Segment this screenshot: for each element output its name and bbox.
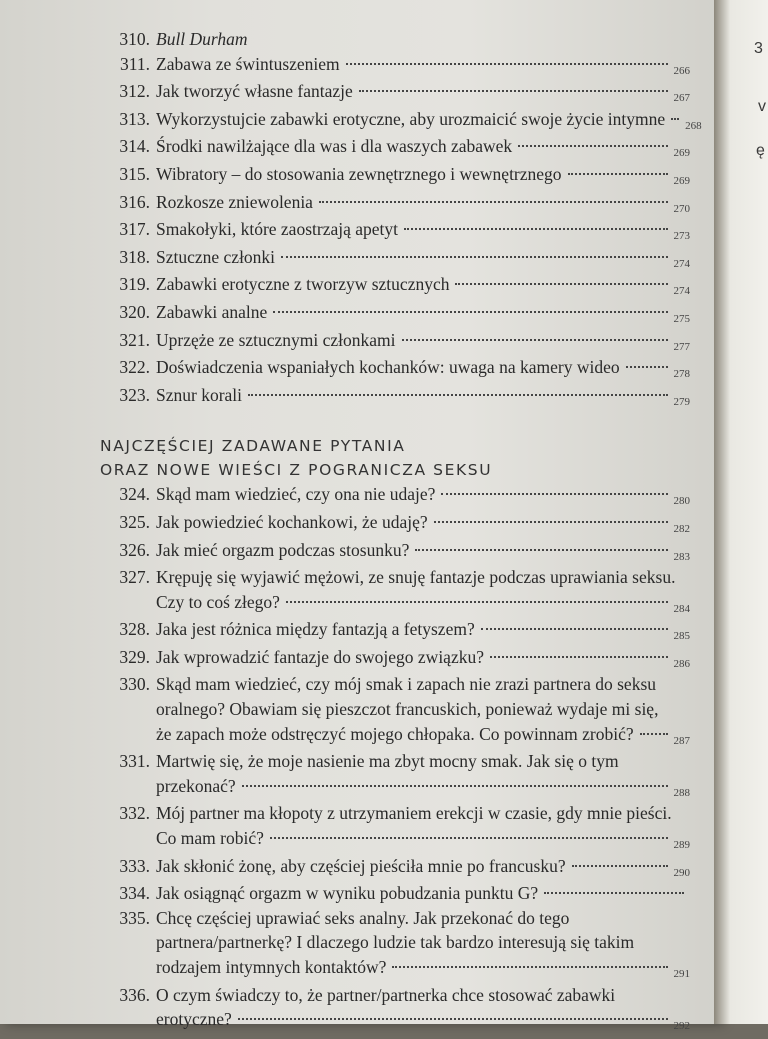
toc-entry xyxy=(100,162,690,190)
entry-number: 334. xyxy=(119,883,150,904)
entry-title-line xyxy=(156,801,690,826)
entry-title-line xyxy=(156,134,690,162)
entry-title-line xyxy=(156,774,690,802)
page-number: 269 xyxy=(673,174,690,187)
entry-title xyxy=(156,190,690,218)
entry-number: 325. xyxy=(119,511,150,532)
dot-leader xyxy=(490,656,668,658)
page-number: 288 xyxy=(673,786,690,799)
dot-leader xyxy=(518,145,667,147)
side-page-glyph: ę xyxy=(756,142,765,159)
entry-title-text: Mój partner ma kłopoty z utrzymaniem erekcji w czasie, gdy mnie pieści. xyxy=(156,803,672,824)
toc-entry xyxy=(100,617,690,645)
entry-title-line xyxy=(156,510,690,538)
entry-title-line xyxy=(156,162,690,190)
entry-title-line xyxy=(156,697,690,722)
dot-leader xyxy=(640,733,668,735)
entry-title xyxy=(156,801,690,853)
entry-number: 316. xyxy=(119,191,150,212)
entry-title-text: partnera/partnerkę? I dlaczego ludzie tak bardzo interesują się takim xyxy=(156,932,635,953)
entry-title xyxy=(156,672,690,749)
entry-number: 321. xyxy=(119,329,150,350)
entry-title-line xyxy=(156,52,690,80)
dot-leader xyxy=(248,394,667,396)
entry-title-text: Smakołyki, które zaostrzają apetyt xyxy=(156,219,399,240)
entry-title-text: Co mam robić? xyxy=(156,828,264,849)
toc-entry xyxy=(100,538,690,566)
dot-leader xyxy=(568,173,668,175)
dot-leader xyxy=(238,1018,668,1020)
entry-title xyxy=(156,300,690,328)
toc-entry xyxy=(100,107,702,135)
entry-number: 324. xyxy=(119,484,150,505)
entry-title xyxy=(156,328,690,356)
dot-leader xyxy=(434,521,668,523)
entry-title-line xyxy=(156,722,690,750)
entry-title-text: Środki nawilżające dla was i dla waszych zabawek xyxy=(156,136,513,157)
toc-list-bottom xyxy=(100,482,690,1034)
entry-title xyxy=(156,854,690,882)
toc-entry xyxy=(100,801,690,853)
entry-title-text: Czy to coś złego? xyxy=(156,591,280,612)
entry-title xyxy=(156,52,690,80)
dot-leader xyxy=(455,283,667,285)
entry-title-text: Krępuję się wyjawić mężowi, ze snuję fantazje podczas uprawiania seksu. xyxy=(156,567,676,588)
section-spacer xyxy=(100,410,690,434)
entry-title-text: Jak mieć orgazm podczas stosunku? xyxy=(156,539,410,560)
entry-title xyxy=(156,749,690,801)
entry-title-line xyxy=(156,749,690,774)
page-number: 286 xyxy=(673,657,690,670)
entry-title-line xyxy=(156,217,690,245)
entry-number: 328. xyxy=(119,619,150,640)
entry-title xyxy=(156,162,690,190)
entry-title-line xyxy=(156,300,690,328)
toc-entry xyxy=(100,245,690,273)
entry-number: 323. xyxy=(119,384,150,405)
dot-leader xyxy=(346,63,668,65)
entry-title-line xyxy=(156,881,690,906)
entry-title-text: Bull Durham xyxy=(156,29,248,49)
page-number: 274 xyxy=(673,285,690,298)
toc-entry xyxy=(100,510,690,538)
entry-title-line xyxy=(156,107,702,135)
entry-title xyxy=(156,538,690,566)
entry-title-text: O czym świadczy to, że partner/partnerka chce stosować zabawki xyxy=(156,984,616,1005)
entry-number: 311. xyxy=(120,53,150,74)
entry-number: 329. xyxy=(119,646,150,667)
side-page-glyph: 3 xyxy=(754,40,763,57)
dot-leader xyxy=(281,256,667,258)
dot-leader xyxy=(544,892,684,894)
entry-title xyxy=(156,245,690,273)
page-number: 273 xyxy=(673,230,690,243)
toc-entry xyxy=(100,27,690,52)
entry-title xyxy=(156,906,690,983)
entry-title-text: erotyczne? xyxy=(156,1009,232,1030)
toc-entry xyxy=(100,565,690,617)
entry-title-text: Jak skłonić żonę, aby częściej pieściła mnie po francusku? xyxy=(156,855,566,876)
dot-leader xyxy=(415,549,667,551)
entry-title-line xyxy=(156,930,690,955)
entry-title-text: oralnego? Obawiam się pieszczot francuskich, ponieważ wydaje mi się, xyxy=(156,699,659,720)
entry-title-text: Skąd mam wiedzieć, czy mój smak i zapach nie zrazi partnera do seksu xyxy=(156,674,657,695)
page-number: 267 xyxy=(673,92,690,105)
toc-entry xyxy=(100,983,690,1035)
page-number: 287 xyxy=(673,734,690,747)
entry-title-text: Sztuczne członki xyxy=(156,246,276,267)
entry-title-line xyxy=(156,383,690,411)
entry-number: 312. xyxy=(119,81,150,102)
entry-title-line xyxy=(156,645,690,673)
dot-leader xyxy=(242,785,668,787)
entry-title-text: że zapach może odstręczyć mojego chłopaka. Co powinnam zrobić? xyxy=(156,723,634,744)
dot-leader xyxy=(626,366,668,368)
entry-title xyxy=(156,217,690,245)
toc-entry xyxy=(100,672,690,749)
toc-entry xyxy=(100,355,690,383)
toc-entry xyxy=(100,52,690,80)
entry-title-line xyxy=(156,854,690,882)
entry-title xyxy=(156,510,690,538)
table-of-contents xyxy=(100,27,702,1035)
entry-title-line xyxy=(156,79,690,107)
page-number: 284 xyxy=(673,602,690,615)
entry-title-text: Zabawa ze świntuszeniem xyxy=(156,53,340,74)
entry-title-line xyxy=(156,1007,690,1035)
entry-title xyxy=(156,482,690,510)
entry-title-text: Wykorzystujcie zabawki erotyczne, aby urozmaicić swoje życie intymne xyxy=(156,108,666,129)
entry-number: 326. xyxy=(119,539,150,560)
entry-number: 313. xyxy=(119,108,150,129)
toc-list-top xyxy=(100,27,702,410)
dot-leader xyxy=(270,837,668,839)
entry-number: 318. xyxy=(119,246,150,267)
entry-title-text: Zabawki analne xyxy=(156,301,268,322)
dot-leader xyxy=(441,493,667,495)
entry-title-line xyxy=(156,826,690,854)
entry-title-line xyxy=(156,355,690,383)
dot-leader xyxy=(286,601,668,603)
dot-leader xyxy=(359,90,668,92)
toc-entry xyxy=(100,906,690,983)
entry-title-text: przekonać? xyxy=(156,775,236,796)
entry-title-line xyxy=(156,538,690,566)
entry-title-line xyxy=(156,245,690,273)
toc-entry xyxy=(100,645,690,673)
entry-title xyxy=(156,355,690,383)
entry-title-text: Uprzęże ze sztucznymi członkami xyxy=(156,329,396,350)
entry-title xyxy=(156,27,690,52)
entry-title xyxy=(156,565,690,617)
entry-number: 327. xyxy=(119,567,150,588)
entry-number: 315. xyxy=(119,163,150,184)
page-number: 278 xyxy=(673,368,690,381)
toc-entry xyxy=(100,217,690,245)
adjacent-page-edge xyxy=(714,0,768,1024)
entry-title-line xyxy=(156,328,690,356)
entry-title-text: Jak wprowadzić fantazje do swojego związku? xyxy=(156,646,484,667)
entry-number: 336. xyxy=(119,984,150,1005)
entry-title-text: Sznur korali xyxy=(156,384,243,405)
page-number: 280 xyxy=(673,495,690,508)
page-number: 277 xyxy=(673,340,690,353)
entry-title-line xyxy=(156,955,690,983)
entry-number: 331. xyxy=(119,751,150,772)
entry-title xyxy=(156,107,702,135)
entry-title-line xyxy=(156,482,690,510)
entry-title-text: Zabawki erotyczne z tworzyw sztucznych xyxy=(156,274,450,295)
entry-title-text: Rozkosze zniewolenia xyxy=(156,191,313,212)
entry-number: 310. xyxy=(119,29,150,49)
page-number: 283 xyxy=(673,550,690,563)
page-number: 289 xyxy=(673,839,690,852)
entry-title-line xyxy=(156,565,690,590)
page-number: 274 xyxy=(673,257,690,270)
toc-entry xyxy=(100,300,690,328)
page-number: 285 xyxy=(673,630,690,643)
entry-title xyxy=(156,983,690,1035)
toc-entry xyxy=(100,881,690,906)
page-number: 290 xyxy=(673,866,690,879)
entry-title-text: rodzajem intymnych kontaktów? xyxy=(156,957,387,977)
page-number: 282 xyxy=(673,522,690,535)
page-number: 266 xyxy=(673,64,690,77)
entry-title-line xyxy=(156,190,690,218)
entry-number: 314. xyxy=(119,136,150,157)
entry-title-text: Chcę częściej uprawiać seks analny. Jak przekonać do tego xyxy=(156,907,570,928)
toc-entry xyxy=(100,328,690,356)
toc-entry xyxy=(100,482,690,510)
section-heading-line-1: NAJCZĘŚCIEJ ZADAWANE PYTANIA xyxy=(100,437,406,456)
entry-title-text: Jak osiągnąć orgazm w wyniku pobudzania punktu G? xyxy=(156,883,539,904)
dot-leader xyxy=(273,311,667,313)
entry-title xyxy=(156,383,690,411)
entry-title-text: Skąd mam wiedzieć, czy ona nie udaje? xyxy=(156,484,436,505)
entry-title xyxy=(156,645,690,673)
entry-number: 332. xyxy=(119,803,150,824)
page-number: 268 xyxy=(685,119,702,132)
toc-entry xyxy=(100,854,690,882)
page-number: 270 xyxy=(673,202,690,215)
entry-number: 322. xyxy=(119,357,150,378)
page-number: 275 xyxy=(673,312,690,325)
dot-leader xyxy=(404,228,667,230)
entry-number: 320. xyxy=(119,301,150,322)
section-heading-line-2: ORAZ NOWE WIEŚCI Z POGRANICZA SEKSU xyxy=(100,461,493,480)
entry-title xyxy=(156,79,690,107)
side-page-glyph: v xyxy=(758,98,766,115)
toc-entry xyxy=(100,190,690,218)
entry-title-text: Wibratory – do stosowania zewnętrznego i wewnętrznego xyxy=(156,163,562,184)
entry-title-line xyxy=(156,906,690,931)
entry-title xyxy=(156,617,690,645)
entry-title-line xyxy=(156,590,690,618)
entry-title-text: Jaka jest różnica między fantazją a fetyszem? xyxy=(156,619,475,640)
entry-title-line xyxy=(156,27,690,52)
entry-number: 317. xyxy=(119,219,150,240)
toc-entry xyxy=(100,749,690,801)
toc-entry xyxy=(100,134,690,162)
page-number: 291 xyxy=(673,968,690,980)
dot-leader xyxy=(319,201,668,203)
entry-title-line xyxy=(156,617,690,645)
entry-title-text: Jak powiedzieć kochankowi, że udaję? xyxy=(156,511,428,532)
page-number: 279 xyxy=(673,395,690,408)
dot-leader xyxy=(402,339,668,341)
entry-number: 335. xyxy=(119,907,150,928)
entry-title-text: Martwię się, że moje nasienie ma zbyt mocny smak. Jak się o tym xyxy=(156,751,619,772)
toc-entry xyxy=(100,383,690,411)
entry-title-text: Doświadczenia wspaniałych kochanków: uwaga na kamery wideo xyxy=(156,357,620,378)
toc-entry xyxy=(100,79,690,107)
entry-title xyxy=(156,272,690,300)
dot-leader xyxy=(481,628,668,630)
entry-number: 319. xyxy=(119,274,150,295)
entry-title xyxy=(156,881,690,906)
dot-leader xyxy=(671,118,679,120)
entry-number: 333. xyxy=(119,855,150,876)
entry-title-line xyxy=(156,272,690,300)
page-number: 269 xyxy=(673,147,690,160)
dot-leader xyxy=(392,966,667,968)
entry-title-line xyxy=(156,672,690,697)
page-number: 292 xyxy=(673,1020,690,1033)
dot-leader xyxy=(572,865,668,867)
toc-entry xyxy=(100,272,690,300)
entry-title xyxy=(156,134,690,162)
entry-title-line xyxy=(156,983,690,1008)
entry-title-text: Jak tworzyć własne fantazje xyxy=(156,81,353,102)
entry-number: 330. xyxy=(119,674,150,695)
